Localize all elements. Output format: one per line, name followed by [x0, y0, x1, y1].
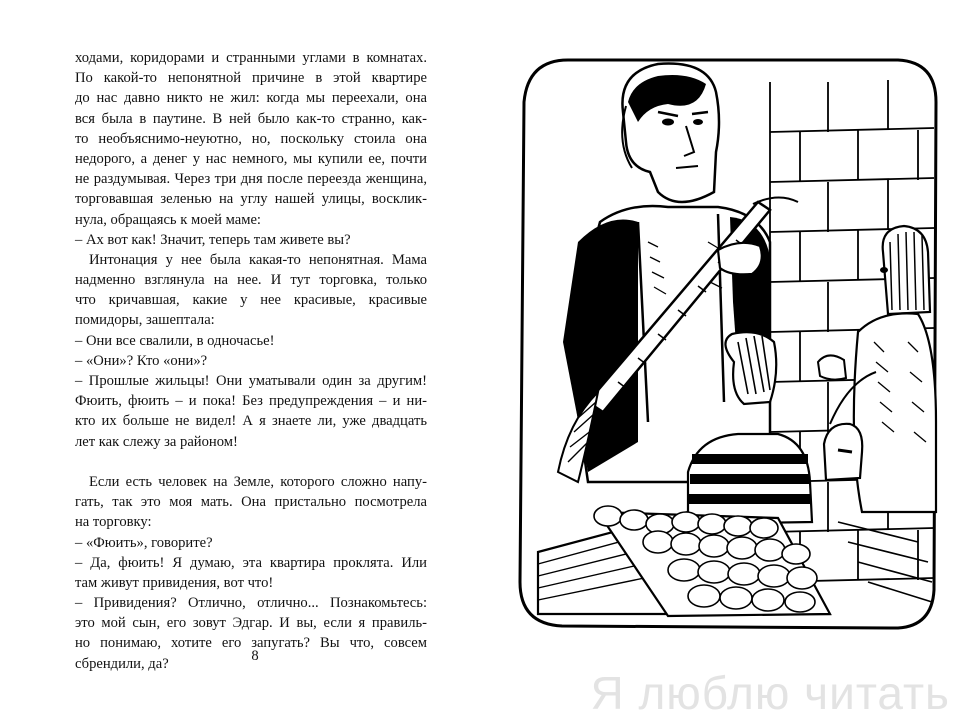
- body-text: [75, 48, 427, 674]
- text-line: что кричавшая, какие у нее красивые, красивые: [75, 292, 427, 309]
- text-line: – Да, фюить! Я думаю, эта квартира проклята. Или: [75, 554, 427, 571]
- text-line: Интонация у нее была какая-то непонятная. Мама: [89, 251, 427, 268]
- text-line: это мой сын, его зовут Эдгар. И вы, если я правиль-: [75, 615, 427, 632]
- text-line: – Ах вот как! Значит, теперь там живете вы?: [75, 231, 351, 248]
- text-line: нула, обращаясь к моей маме:: [75, 211, 261, 228]
- text-line: надменно взглянула на нее. И тут торговка, только: [75, 272, 427, 289]
- text-line: Фюить, фюить – и пока! Без предупреждения – и ни-: [75, 393, 427, 410]
- market-illustration: [508, 42, 938, 632]
- paragraph-gap: [75, 452, 427, 472]
- text-line: там живут привидения, вот что!: [75, 574, 274, 591]
- text-line: – «Они»? Кто «они»?: [75, 352, 208, 369]
- text-line: гать, так это моя мать. Она пристально посмотрела: [75, 494, 427, 511]
- right-page: [480, 0, 968, 726]
- text-line: – Они все свалили, в одночасье!: [75, 332, 275, 349]
- page-number: 8: [251, 648, 259, 664]
- text-line: до нас давно никто не жил: когда мы переехали, она: [75, 90, 427, 107]
- text-line: – «Фюить», говорите?: [75, 534, 213, 551]
- text-line: ходами, коридорами и странными углами в комнатах.: [75, 50, 427, 66]
- text-line: на торговку:: [75, 514, 152, 531]
- text-line: торговавшая зеленью на углу нашей улицы, восклик-: [75, 191, 427, 208]
- text-line: Если есть человек на Земле, которого сложно напу-: [89, 473, 427, 490]
- text-line: не раздумывая. Через три дня после переезда женщина,: [75, 171, 427, 188]
- text-line: недорого, а денег у нас немного, мы купили ее, почти: [75, 150, 427, 167]
- text-line: лет как слежу за районом!: [75, 433, 238, 450]
- text-line: сбрендили, да?: [75, 655, 169, 672]
- left-page: [0, 0, 480, 726]
- text-line: По какой-то непонятной причине в этой квартире: [75, 70, 427, 87]
- text-line: но понимаю, хотите его запугать? Вы что, совсем: [75, 635, 427, 652]
- text-line: – Прошлые жильцы! Они уматывали один за другим!: [75, 373, 427, 389]
- text-line: то необъяснимо-неуютно, но, поскольку стоила она: [75, 130, 427, 147]
- text-line: помидоры, зашептала:: [75, 312, 215, 329]
- text-line: кто их больше не видел! А я знаете ли, уже двадцать: [75, 413, 427, 430]
- text-line: вся была в паутине. В ней было как-то странно, как-: [75, 110, 427, 127]
- text-line: – Привидения? Отлично, отлично... Познакомьтесь:: [75, 595, 427, 612]
- watermark-text: Я люблю читать: [590, 667, 950, 719]
